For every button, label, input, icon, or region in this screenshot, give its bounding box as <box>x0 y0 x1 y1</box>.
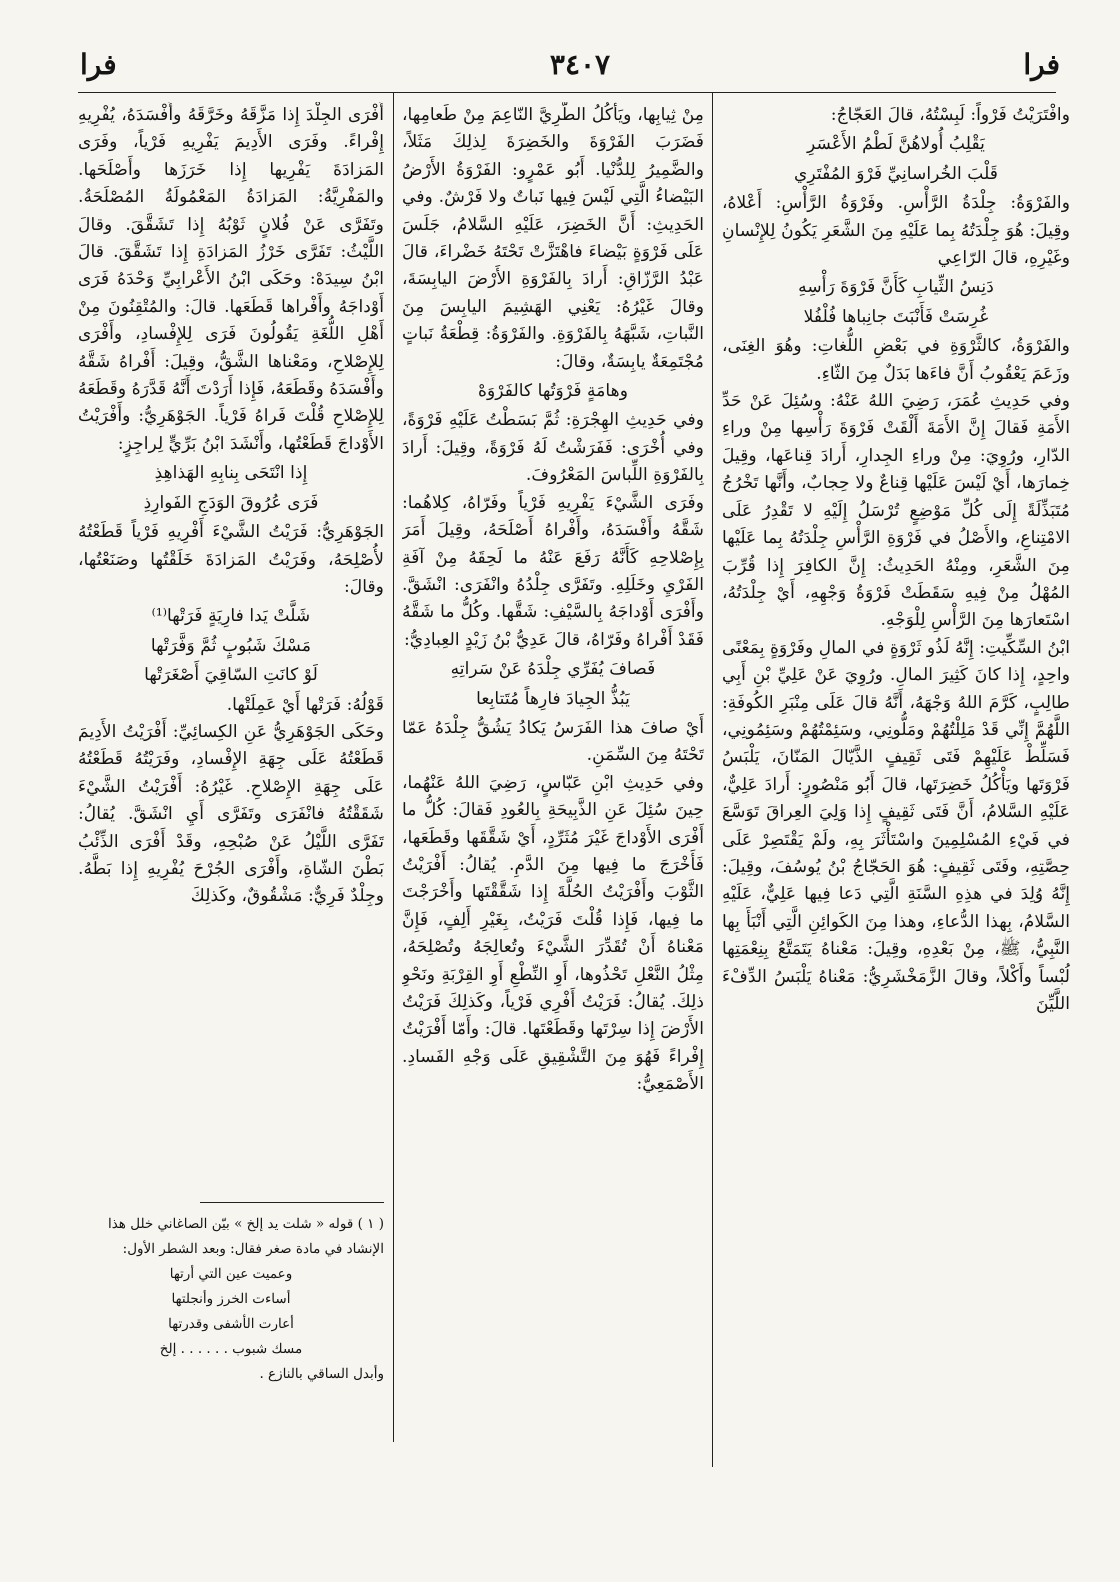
paragraph: أَفْرَى الجِلْدَ إِذا مَزَّقَهُ وخَرَّقَهُ وأَفْسَدَهُ، يُفْرِيهِ إِفْراءً. وفَرَى الأَدِيمَ يَفْرِيهِ فَرْياً، وفَرَى المَزادَةَ يَفْرِيها إِذا خَرَزَها وأَصْلَحَها. والمَفْرِيَّةُ: المَزادَةُ المَعْمُولَةُ المُصْلَحَةُ. وتَفَرَّى عَنْ فُلانٍ ثَوْبُهُ إِذا تَشَقَّقَ. وقالَ اللَّيْثُ: تَفَرَّى خَرْزُ المَزادَةِ إِذا تَشَقَّقَ. قالَ ابْنُ سِيدَهْ: وحَكَى ابْنُ الأَعْرابِيِّ وَحْدَهُ فَرَى أَوْداجَهُ وأَفْراها قَطَعَها. قالَ: والمُتْقِنُونَ مِنْ أَهْلِ اللُّغَةِ يَقُولُونَ فَرَى لِلإِفْسادِ، وأَفْرَى لِلإِصْلاحِ، ومَعْناها الشَّقُّ، وقِيلَ: أَفْراهُ شَقَّهُ وأَفْسَدَهُ وقَطَعَهُ، فَإِذا أَرَدْتَ أَنَّهُ قَدَّرَهُ وقَطَعَهُ لِلإِصْلاحِ قُلْتَ فَراهُ فَرْياً. الجَوْهَرِيُّ: وأَفْرَيْتُ الأَوْداجَ قَطَعْتُها، وأَنْشَدَ ابْنُ بَرِّيٍّ لِراجِزٍ: <box>78 105 384 454</box>
paragraph: وافْتَرَيْتُ فَرْواً: لَبِسْتُهُ، قالَ العَجّاجُ: <box>830 105 1070 125</box>
verse-line: إِذا انْتَحَى بِنابِهِ الهَذاهِذِ <box>154 463 308 484</box>
verse-line: لَوْ كانَتِ السّاقِيَ أَصْغَرَتْها <box>144 665 318 686</box>
paragraph: وفي حَدِيثِ الهِجْرَةِ: ثُمَّ بَسَطْتُ عَلَيْهِ فَرْوَةً، وفي أُخْرَى: فَفَرَشْتُ لَهُ فَرْوَةً، وقِيلَ: أَرادَ بِالفَرْوَةِ اللِّباسَ المَعْرُوفَ. <box>402 410 704 486</box>
paragraph: أَيْ صافَ هذا الفَرَسُ يَكادُ يَشُقُّ جِلْدَهُ عَمّا تَحْتَهُ مِنَ السِّمَنِ. <box>402 717 704 766</box>
paragraph: قَوْلُهُ: فَرَتْها أَيْ عَمِلَتْها. <box>226 694 384 715</box>
verse-line: دَنِسُ الثِّيابِ كَأَنَّ فَرْوَةَ رَأْسِهِ <box>798 277 994 298</box>
verse-line: يَقْلِبُ أُولاهُنَّ لَطْمُ الأَعْسَرِ <box>807 134 985 155</box>
verse-line: وهامَةٍ فَرْوَتُها كالفَرْوَهْ <box>477 381 629 402</box>
paragraph: وفي حَدِيثِ ابْنِ عَبّاسٍ، رَضِيَ اللهُ عَنْهُما، حِينَ سُئِلَ عَنِ الذَّبِيحَةِ بِالعُودِ فَقالَ: كُلُّ ما أَفْرَى الأَوْداجَ غَيْرَ مُثَرِّدٍ، أَيْ شَقَّقَها وقَطَعَها، فَأَخْرَجَ ما فِيها مِنَ الدَّمِ. يُقالُ: أَفْرَيْتُ الثَّوْبَ وأَفْرَيْتُ الحُلَّةَ إِذا شَقَّقْتَها وأَخْرَجْتَ ما فِيها، فَإِذا قُلْتَ فَرَيْتُ، بِغَيْرِ أَلِفٍ، فَإِنَّ مَعْناهُ أَنْ تُقَدِّرَ الشَّيْءَ وتُعالِجَهُ وتُصْلِحَهُ، مِثْلُ النَّعْلِ تَحْذُوها، أَوِ النِّطْعِ أَوِ القِرْبَةِ ونَحْوِ ذلِكَ. يُقالُ: فَرَيْتُ أَفْرِي فَرْياً، وكَذلِكَ فَرَيْتُ الأَرْضَ إِذا سِرْتَها وقَطَعْتَها. قالَ: وأَمّا أَفْرَيْتُ إِفْراءً فَهُوَ مِنَ التَّشْقِيقِ عَلَى وَجْهِ الفَسادِ. الأَصْمَعِيُّ: <box>402 772 704 1095</box>
footnote-verse: مسك شبوب . . . . . . إلخ <box>159 1341 303 1357</box>
verse-line: مَسْكَ شَبُوبٍ ثُمَّ وَفَّرَتْها <box>150 635 312 656</box>
verse-line: غُرِسَتْ فَأَنْبَتَ جانِباها فُلْفُلا <box>803 306 989 327</box>
verse-line: قَلْبَ الخُراسانِيِّ فَرْوَ المُفْتَرِي <box>793 163 999 184</box>
column-left <box>78 102 384 1197</box>
paragraph: والفَرْوَةُ: جِلْدَةُ الرَّأْسِ. وفَرْوَةُ الرَّأْسِ: أَعْلاهُ، وقِيلَ: هُوَ جِلْدَتُهُ بِما عَلَيْهِ مِنَ الشَّعَرِ يَكُونُ لِلإِنْسانِ وغَيْرِهِ، قالَ الرّاعِي <box>722 193 1070 269</box>
footnote-text: ( ١ ) قوله « شلت يد إلخ » بيّن الصاغاني خلل هذا الإنشاد في مادة صغر فقال: وبعد الشطر الأول: <box>107 1216 384 1257</box>
footnote-verse: وعميت عين التي أرتها <box>169 1266 293 1282</box>
footnote-rule <box>200 1202 384 1203</box>
footnote-text: وأبدل الساقي بالنازع . <box>259 1366 384 1382</box>
paragraph: الجَوْهَرِيُّ: فَرَيْتُ الشَّيْءَ أَفْرِيهِ فَرْياً قَطَعْتُهُ لأُصْلِحَهُ، وفَرَيْتُ المَزادَةَ خَلَقْتُها وصَنَعْتُها، وقالَ: <box>78 522 384 597</box>
verse-line: فَصافَ يُفَرِّي جِلْدَهُ عَنْ سَراتِهِ <box>450 659 656 680</box>
footnote-verse: أساءت الخرز وأنجلتها <box>171 1291 291 1307</box>
paragraph: وحَكَى الجَوْهَرِيُّ عَنِ الكِسائِيِّ: أَفْرَيْتُ الأَدِيمَ قَطَعْتُهُ عَلَى جِهَةِ الإِفْسادِ، وفَرَيْتُهُ قَطَعْتُهُ عَلَى جِهَةِ الإِصْلاحِ. غَيْرُهُ: أَفْرَيْتُ الشَّيْءَ شَقَقْتُهُ فانْفَرَى وتَفَرَّى أَيِ انْشَقَّ. يُقالُ: تَفَرَّى اللَّيْلُ عَنْ صُبْحِهِ، وقَدْ أَفْرَى الذِّئْبُ بَطْنَ الشّاةِ، وأَفْرَى الجُرْحَ يُفْرِيهِ إِذا بَطَّهُ. وجِلْدٌ فَرِيٌّ: مَشْقُوقٌ، وكَذلِكَ <box>78 721 384 907</box>
verse-line: شَلَّتْ يَدا فارِيَةٍ فَرَتْها⁽¹⁾ <box>151 606 311 627</box>
footnote <box>78 1212 384 1452</box>
paragraph: والفَرْوَةُ، كالثَّرْوَةِ في بَعْضِ اللُّغاتِ: وهُوَ الغِنَى، وزَعَمَ يَعْقُوبُ أَنَّ فاءَها بَدَلٌ مِنَ الثّاءِ. <box>722 336 1070 384</box>
column-divider-left <box>393 92 394 1442</box>
paragraph: وفَرَى الشَّيْءَ يَفْرِيهِ فَرْياً وفَرّاهُ، كِلاهُما: شَقَّهُ وأَفْسَدَهُ، وأَفْراهُ أَصْلَحَهُ، وقِيلَ أَمَرَ بِإِصْلاحِهِ كَأَنَّهُ رَفَعَ عَنْهُ ما لَحِقَهُ مِنْ آفَةِ الفَرْيِ وخَلَلِهِ. وتَفَرَّى جِلْدُهُ وانْفَرَى: انْشَقَّ. وأَفْرَى أَوْداجَهُ بِالسَّيْفِ: شَقَّها. وكُلُّ ما شَقَّهُ فَقَدْ أَفْراهُ وفَرّاهُ، قالَ عَدِيُّ بْنُ زَيْدٍ العِبادِيُّ: <box>402 492 704 650</box>
column-divider-right <box>712 92 713 1467</box>
page-number: ٣٤٠٧ <box>549 48 611 81</box>
paragraph: وفي حَدِيثِ عُمَرَ، رَضِيَ اللهُ عَنْهُ: وسُئِلَ عَنْ حَدِّ الأَمَةِ فَقالَ إِنَّ الأَمَةَ أَلْقَتْ فَرْوَةَ رَأْسِها مِنْ وراءِ الدّارِ، ورُوِيَ: مِنْ وراءِ الجِدارِ، أَرادَ قِناعَها، وقِيلَ خِمارَها، أَيْ لَيْسَ عَلَيْها قِناعٌ ولا حِجابٌ، وأَنَّها تَخْرُجُ مُتَبَذِّلَةً إِلَى كُلِّ مَوْضِعٍ تُرْسَلُ إِلَيْهِ لا تَقْدِرُ عَلَى الامْتِناعِ، والأَصْلُ في فَرْوَةِ الرَّأْسِ جِلْدَتُهُ بِما عَلَيْها مِنَ الشَّعَرِ، ومِنْهُ الحَدِيثُ: إِنَّ الكافِرَ إِذا قُرِّبَ المُهْلُ مِنْ فِيهِ سَقَطَتْ فَرْوَةُ وَجْهِهِ، أَيْ جِلْدَتُهُ، اسْتَعارَها مِنَ الرَّأْسِ لِلْوَجْهِ. <box>722 391 1070 631</box>
column-right <box>722 102 1070 1462</box>
footnote-verse: أعارت الأشفى وقدرتها <box>168 1316 294 1332</box>
running-head-left: فرا <box>80 48 117 81</box>
verse-line: فَرَى عُرُوقَ الوَدَجِ الفَوارِذِ <box>143 492 319 513</box>
paragraph: ابْنُ السِّكِّيتِ: إِنَّهُ لَذُو ثَرْوَةٍ في المالِ وفَرْوَةٍ بِمَعْنًى واحِدٍ، إِذا كانَ كَثِيرَ المالِ. ورُوِيَ عَنْ عَلِيِّ بْنِ أَبِي طالِبٍ، كَرَّمَ اللهُ وَجْهَهُ، أَنَّهُ قالَ عَلَى مِنْبَرِ الكُوفَةِ: اللَّهُمَّ إِنِّي قَدْ مَلِلْتُهُمْ ومَلُّونِي، وسَئِمْتُهُمْ وسَئِمُونِي، فَسَلِّطْ عَلَيْهِمْ فَتَى ثَقِيفٍ الذَّيّالَ المَنّانَ، يَلْبَسُ فَرْوَتَها ويَأْكُلُ خَضِرَتَها، قالَ أَبُو مَنْصُورٍ: أَرادَ عَلِيٌّ، عَلَيْهِ السَّلامُ، أَنَّ فَتَى ثَقِيفٍ إِذا وَلِيَ العِراقَ تَوَسَّعَ في فَيْءِ المُسْلِمِينَ واسْتَأْثَرَ بِهِ، ولَمْ يَقْتَصِرْ عَلَى حِصَّتِهِ، وفَتَى ثَقِيفٍ: هُوَ الحَجّاجُ بْنُ يُوسُفَ، وقِيلَ: إِنَّهُ وُلِدَ في هذِهِ السَّنَةِ الَّتِي دَعا فِيها عَلِيٌّ، عَلَيْهِ السَّلامُ، بِهذا الدُّعاءِ، وهذا مِنَ الكَوائِنِ الَّتِي أَنْبَأَ بِها النَّبِيُّ، ﷺ، مِنْ بَعْدِهِ، وقِيلَ: مَعْناهُ يَتَمَتَّعُ بِنِعْمَتِها لُبْساً وأَكْلاً، وقالَ الزَّمَخْشَرِيُّ: مَعْناهُ يَلْبَسُ الدِّفْءَ اللَّيِّنَ <box>722 637 1070 1014</box>
running-head-right: فرا <box>1023 48 1060 81</box>
header-rule <box>78 92 1056 93</box>
verse-line: يَبُذُّ الجِيادَ فارِهاً مُتَتابِعا <box>476 688 630 709</box>
paragraph: مِنْ ثِيابِها، ويَأْكُلُ الطَّرِيَّ النّاعِمَ مِنْ طَعامِها، فَضَرَبَ الفَرْوَةَ والخَضِرَةَ لِذلِكَ مَثَلاً، والضَّمِيرُ لِلدُّنْيا. أَبُو عَمْرٍو: الفَرْوَةُ الأَرْضُ البَيْضاءُ الَّتِي لَيْسَ فِيها نَباتٌ ولا فَرْشٌ. وفي الحَدِيثِ: أَنَّ الخَضِرَ، عَلَيْهِ السَّلامُ، جَلَسَ عَلَى فَرْوَةٍ بَيْضاءَ فاهْتَزَّتْ تَحْتَهُ خَضْراءَ، قالَ عَبْدُ الرَّزّاقِ: أَرادَ بِالفَرْوَةِ الأَرْضَ اليابِسَةَ، وقالَ غَيْرُهُ: يَعْنِي الهَشِيمَ اليابِسَ مِنَ النَّباتِ، شَبَّهَهُ بِالفَرْوَةِ. والفَرْوَةُ: قِطْعَةُ نَباتٍ مُجْتَمِعَةٌ يابِسَةٌ، وقالَ: <box>402 105 704 372</box>
column-middle <box>402 102 704 1442</box>
